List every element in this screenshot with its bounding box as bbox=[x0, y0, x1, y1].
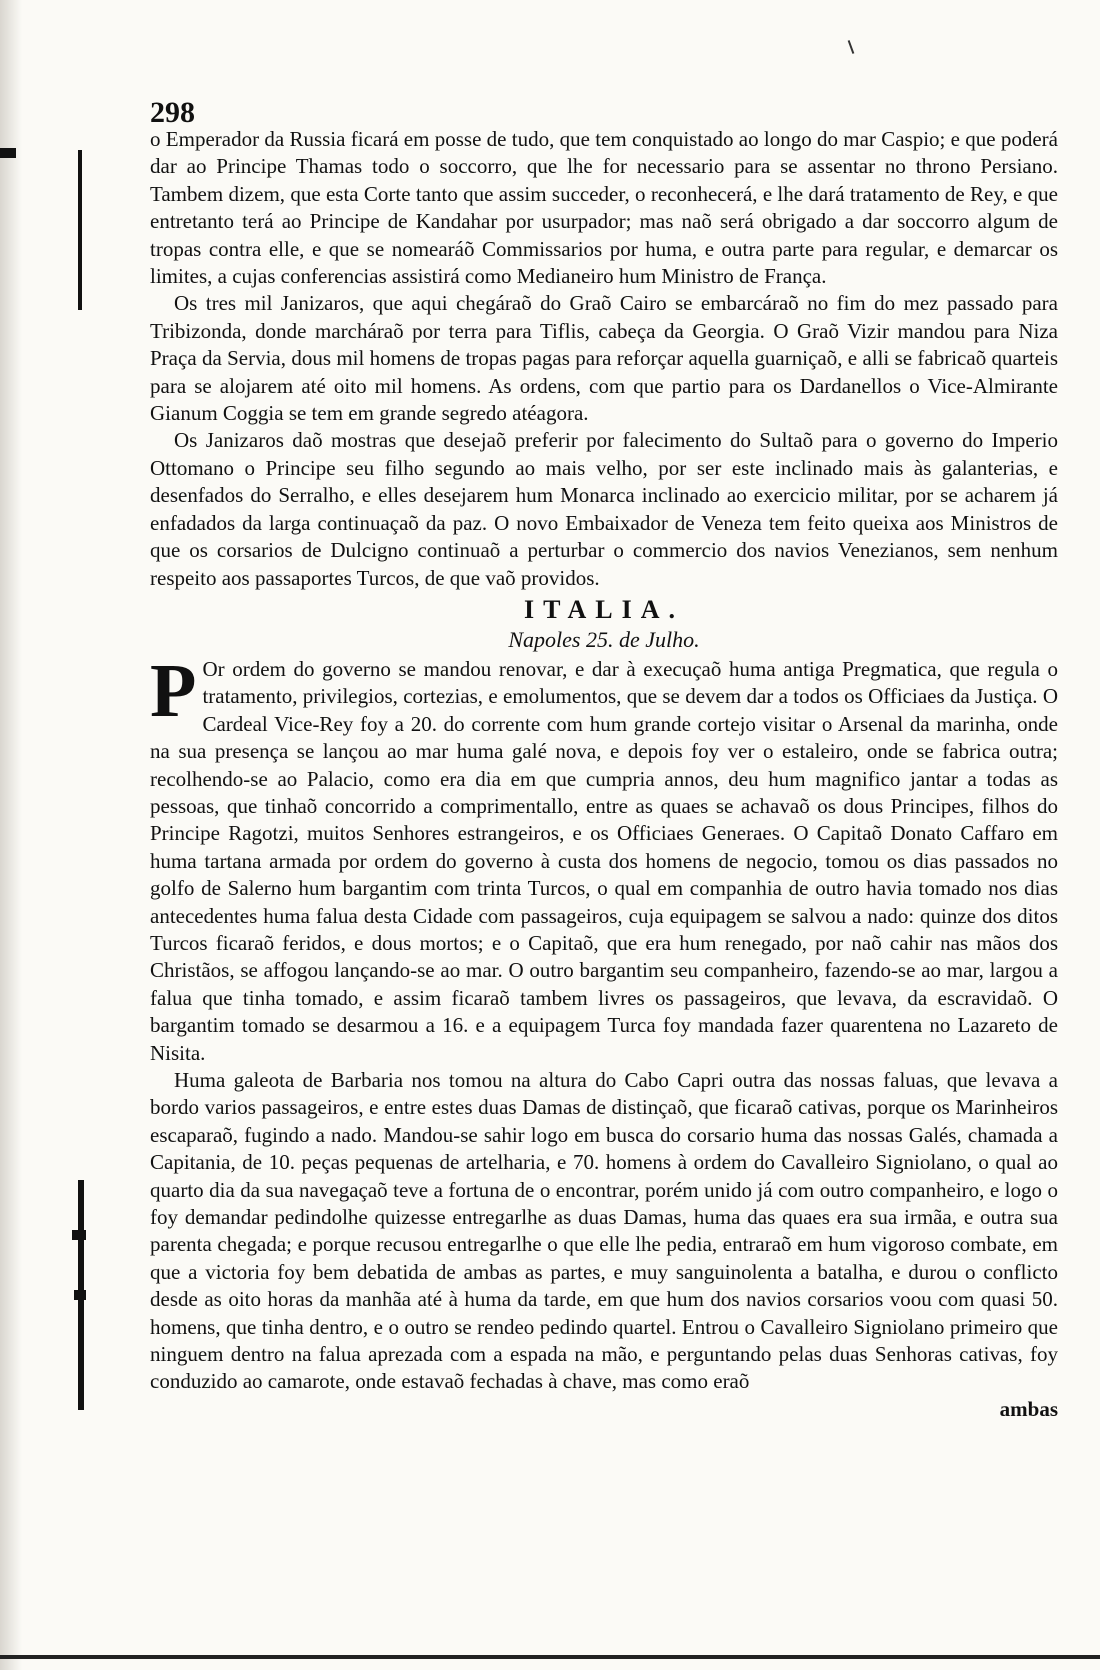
paragraph-napoles bbox=[150, 648, 1058, 1067]
paragraph-russia: o Emperador da Russia ficará em posse de tudo, que tem conquistado ao longo do mar Caspio; e que poderá dar ao Principe Thamas todo o soccorro, que lhe for necessario para se assentar no throno Persiano. Tambem dizem, que esta Corte tanto que assim succeder, o reconhecerá, e lhe dará tratamento de Rey, e que entretanto terá ao Principe de Kandahar por usurpador; mas naõ será obrigado a dar soccorro algum de tropas contra elle, e que se nomearáõ Commissarios por huma, e outra parte para regular, e demarcar os limites, a cujas conferencias assistirá como Medianeiro hum Ministro de França. bbox=[150, 127, 1058, 289]
paragraph-galeota: Huma galeota de Barbaria nos tomou na altura do Cabo Capri outra das nossas faluas, que levava a bordo varios passageiros, e entre estes duas Damas de distinçaõ, que ficaraõ cativas, porque os Marinheiros escaparaõ, fugindo a nado. Mandou-se sahir logo em busca do corsario huma das nossas Galés, chamada a Capitania, de 10. peças pequenas de artelharia, e 70. homens à ordem do Cavalleiro Signiolano, o qual ao quarto dia da sua navegaçaõ teve a fortuna de o encontrar, porém unido já com outro companheiro, e logo o foy demandar pedindolhe quizesse entregarlhe as duas Damas, huma das quaes era sua irmãa, e outra sua parenta chegada; e porque recusou entregarlhe o que elle lhe pedia, entraraõ em hum vigoroso combate, em que a victoria foy bem debatida de ambas as partes, e muy sanguinolenta a batalha, e durou o conflicto desde as oito horas da manhãa até à huma da tarde, em que hum dos navios corsarios voou com quasi 50. homens, que tinha dentro, e o outro se rendeo pedindo quartel. Entrou o Cavalleiro Signiolano primeiro que ninguem dentro na falua aprezada com a espada na mão, e perguntando pelas duas Senhoras cativas, foy conduzido ao camarote, onde estavaõ fechadas à chave, mas como eraõ bbox=[150, 1068, 1058, 1394]
binding-mark bbox=[78, 150, 82, 310]
paragraph-janizaros: Os tres mil Janizaros, que aqui chegáraõ do Graõ Cairo se embarcáraõ no fim do mez passado para Tribizonda, donde marcháraõ por terra para Tiflis, cabeça da Georgia. O Graõ Vizir mandou para Niza Praça da Servia, dous mil homens de tropas pagas para reforçar aquella guarniçaõ, e alli se fabricaõ quarteis para se alojarem até oito mil homens. As ordens, com que partio para os Dardanellos o Vice-Almirante Gianum Coggia se tem em grande segredo atéagora. bbox=[150, 291, 1058, 426]
paragraph-napoles-text: Or ordem do governo se mandou renovar, e dar à execuçaõ huma antiga Pregmatica, que regula o tratamento, privilegios, cortezias, e emolumentos, que se devem dar a todos os Officiaes da Justiça. O Cardeal Vice-Rey foy a 20. do corrente com hum grande cortejo visitar o Arsenal da marinha, onde na sua presença se lançou ao mar huma galé nova, e depois foy ver o estaleiro, onde se fabrica outra; recolhendo-se ao Palacio, como era dia em que cumpria annos, deu hum magnifico jantar a todas as pessoas, que tinhaõ concorrido a comprimentallo, entre as quaes se achavaõ os dous Principes, filhos do Principe Ragotzi, muitos Senhores estrangeiros, e os Officiaes Generaes. O Capitaõ Donato Caffaro em huma tartana armada por ordem do governo à custa dos homens de negocio, tomou os dias passados no golfo de Salerno hum bargantim com trinta Turcos, o qual em companhia de outro havia tomado nos dias antecedentes huma falua desta Cidade com passageiros, cuja equipagem se salvou a nado: quinze dos ditos Turcos ficaraõ feridos, e dous mortos; e o Capitaõ, que era hum renegado, por naõ cahir nas mãos dos Christãos, se affogou lançando-se ao mar. O outro bargantim seu companheiro, fazendo-se ao mar, largou a falua que tinha tomado, e assim ficaraõ tambem livres os passageiros, que levava, da escravidaõ. O bargantim tomado se desarmou a 16. e a equipagem Turca foy mandada fazer quarentena no Lazareto de Nisita. bbox=[150, 656, 1058, 1065]
ink-mark bbox=[848, 40, 855, 54]
section-title-italia: ITALIA. bbox=[523, 594, 685, 624]
dateline-napoles: Napoles 25. de Julho. bbox=[508, 626, 700, 652]
page-number: 298 bbox=[150, 96, 195, 129]
page-content bbox=[150, 96, 1058, 1423]
drop-cap: P bbox=[150, 648, 197, 733]
scan-edge-shadow bbox=[0, 0, 22, 1670]
page-bottom-edge bbox=[0, 1655, 1100, 1659]
catchword: ambas bbox=[999, 1396, 1058, 1421]
binding-mark bbox=[74, 1290, 86, 1300]
paragraph-sultao: Os Janizaros daõ mostras que desejaõ preferir por falecimento do Sultaõ para o governo do Imperio Ottomano o Principe seu filho segundo ao mais velho, por ser este inclinado mais às galanterias, e desenfados do Serralho, e elles desejarem hum Monarca inclinado ao exercicio militar, por se acharem já enfadados da larga continuaçaõ da paz. O novo Embaixador de Veneza tem feito queixa aos Ministros de que os corsarios de Dulcigno continuaõ a perturbar o commercio dos navios Venezianos, sem nenhum respeito aos passaportes Turcos, de que vaõ providos. bbox=[150, 428, 1058, 590]
binding-mark bbox=[72, 1230, 86, 1240]
binding-mark bbox=[0, 148, 16, 158]
